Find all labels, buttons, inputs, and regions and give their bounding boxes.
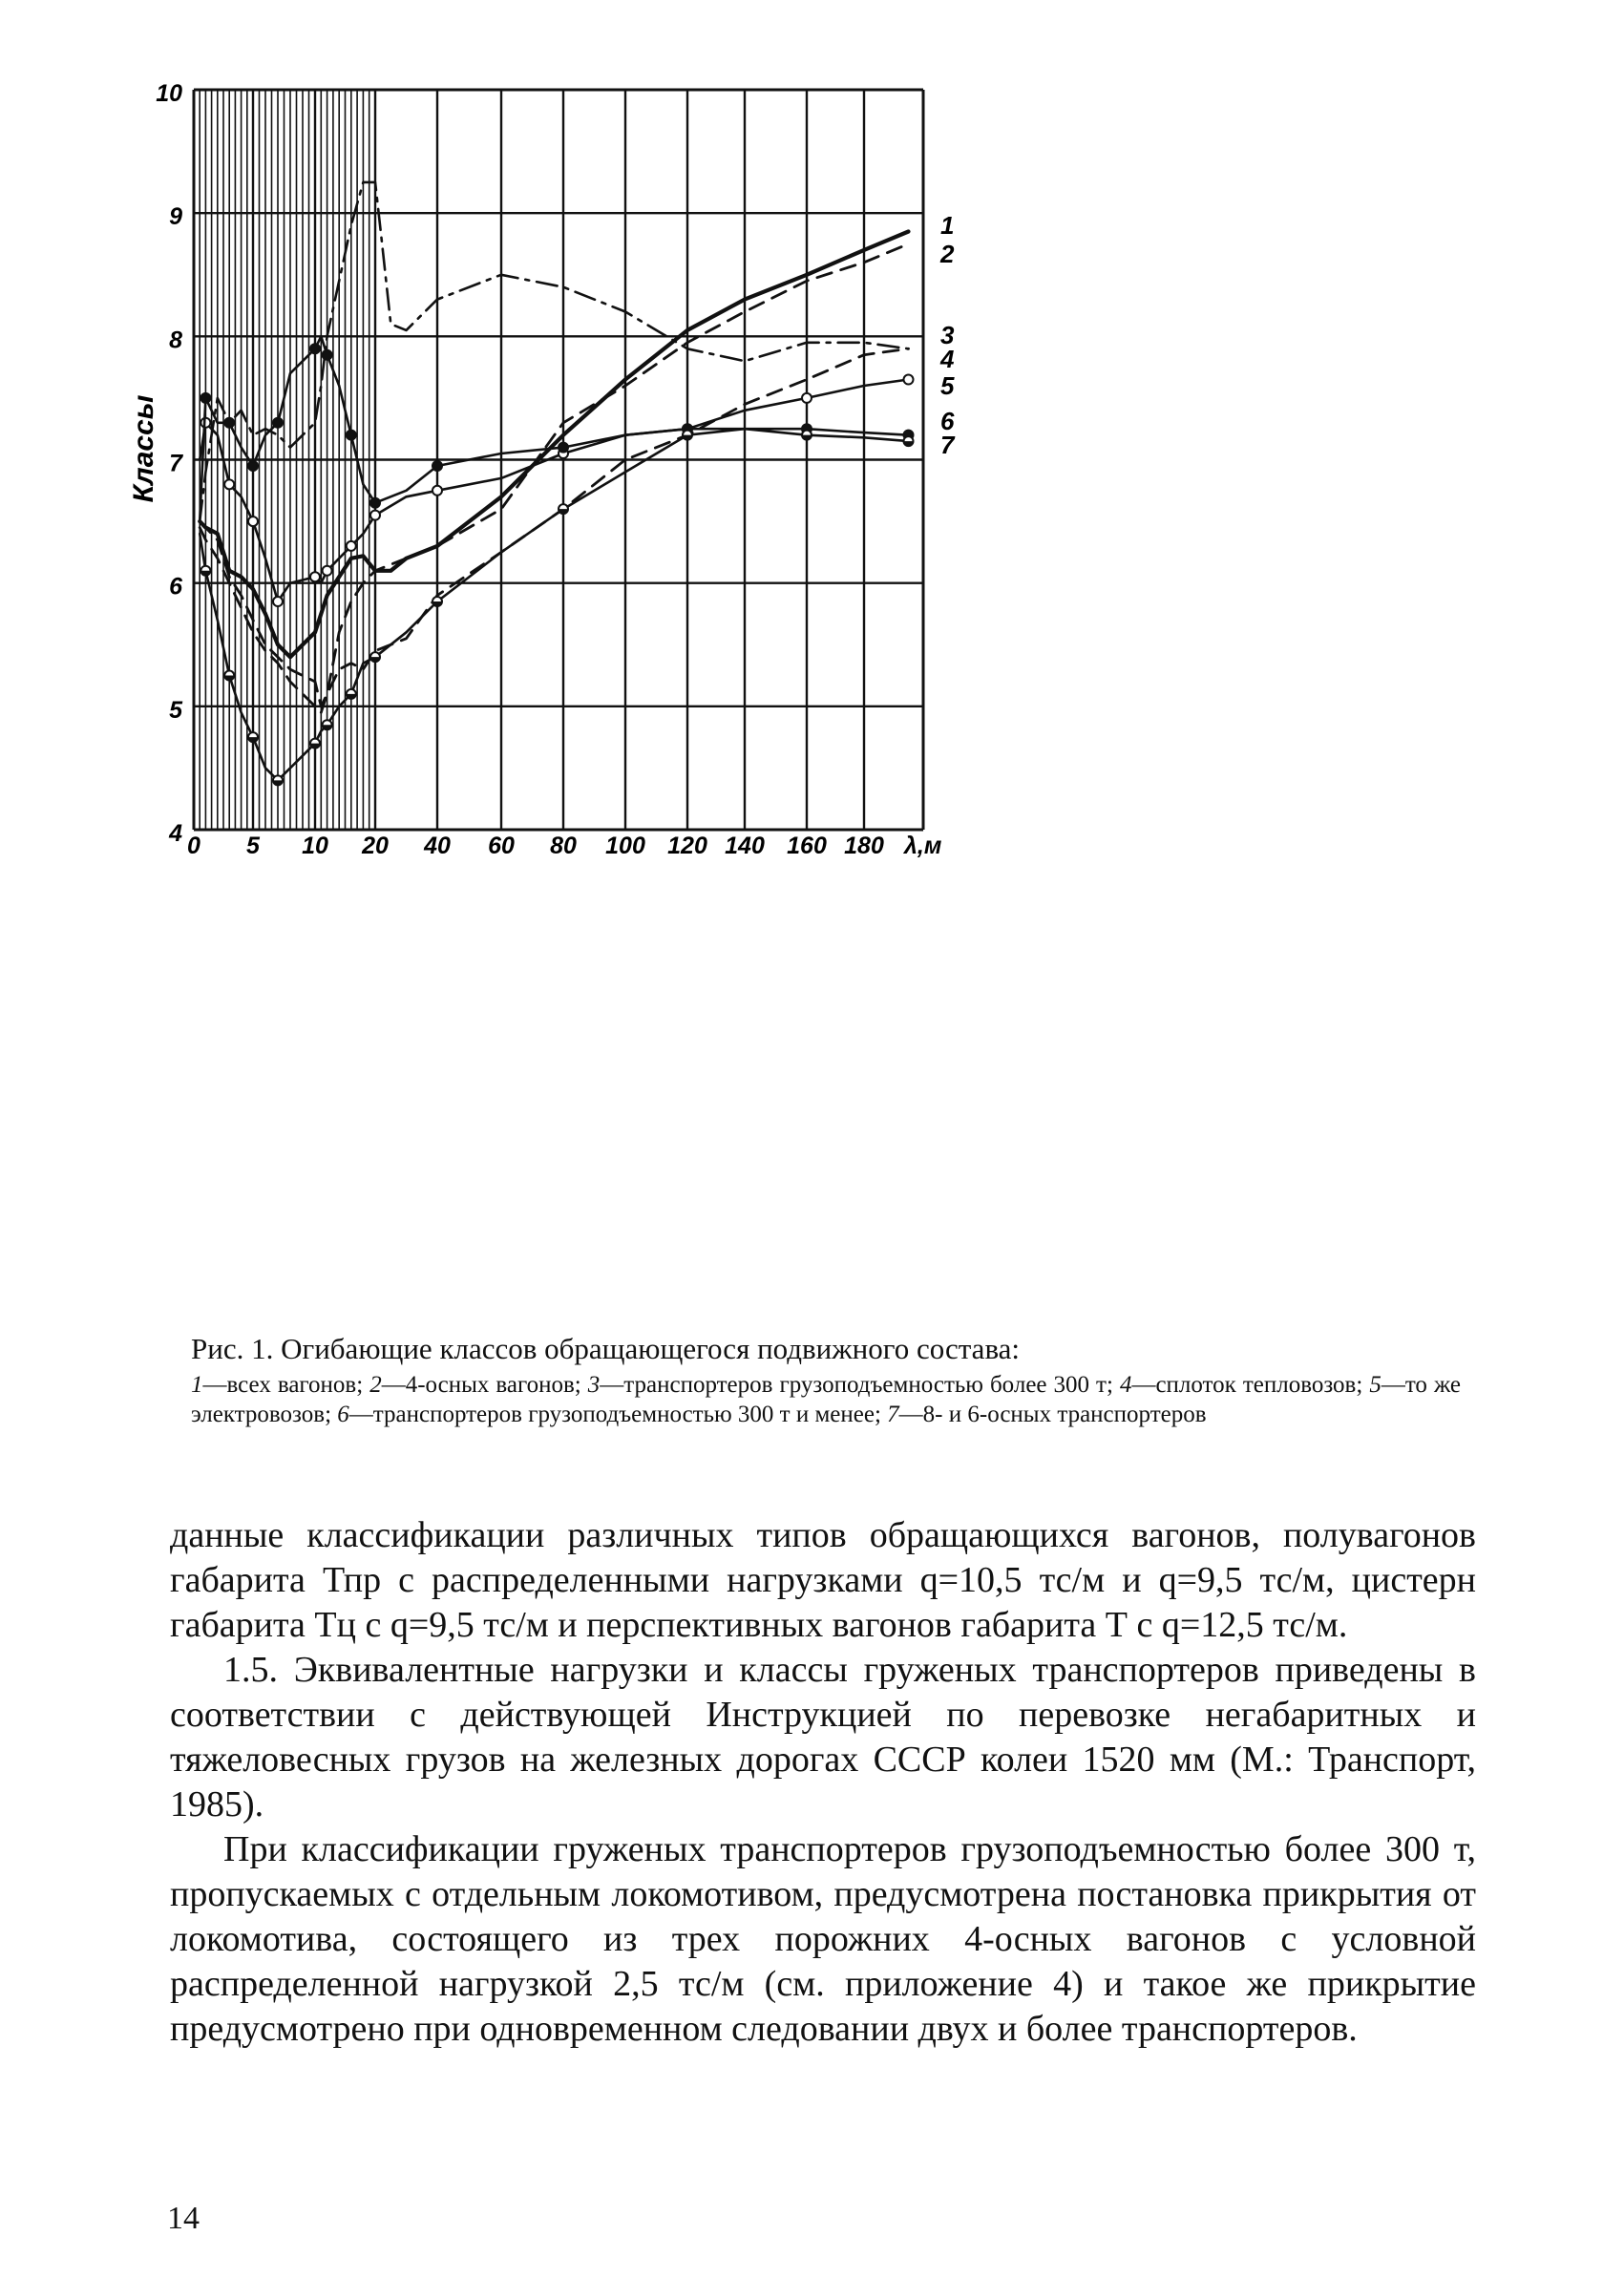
caption-legend <box>191 1370 1461 1429</box>
legend-entry-number: 5 <box>1369 1372 1381 1398</box>
x-tick-label: 60 <box>488 833 515 859</box>
series-6-point <box>200 393 210 403</box>
y-tick-label: 10 <box>156 80 182 107</box>
legend-entry-number: 7 <box>887 1402 899 1427</box>
x-tick-label: 5 <box>246 833 260 859</box>
x-tick-label: 80 <box>550 833 577 859</box>
legend-entry-number: 2 <box>369 1372 382 1398</box>
series-label-7: 7 <box>940 431 955 459</box>
x-tick-label: 10 <box>302 833 328 859</box>
legend-entry-text: —то же электровозов; <box>191 1372 1461 1427</box>
legend-entry-text: —транспортеров грузоподъемностью 300 т и менее; <box>348 1402 888 1427</box>
series-5-point <box>224 479 234 489</box>
series-6-point <box>347 431 356 440</box>
x-tick-label: 160 <box>787 833 827 859</box>
legend-entry-7 <box>887 1402 1206 1427</box>
x-axis-label: λ,м <box>904 833 942 859</box>
x-tick-label: 140 <box>725 833 765 859</box>
y-tick-label: 7 <box>169 450 182 477</box>
legend-entry-number: 1 <box>191 1372 203 1398</box>
y-tick-label: 9 <box>169 203 182 231</box>
series-6-point <box>432 461 442 471</box>
series-6-point <box>559 443 568 453</box>
y-axis-label: Классы <box>128 394 159 503</box>
y-tick-label: 4 <box>169 820 182 847</box>
series-label-5: 5 <box>940 371 955 400</box>
series-5-line <box>200 380 908 602</box>
series-7-line <box>200 429 908 780</box>
legend-entry-text: —сплоток тепловозов; <box>1131 1372 1370 1398</box>
series-6-point <box>248 461 258 471</box>
x-tick-label: 100 <box>605 833 645 859</box>
x-tick-label: 0 <box>187 833 200 859</box>
legend-entry-number: 3 <box>587 1372 601 1398</box>
series-label-6: 6 <box>940 407 955 435</box>
series-5-point <box>904 375 914 385</box>
series-6-point <box>224 418 234 428</box>
series-5-point <box>273 597 283 606</box>
series-label-1: 1 <box>940 211 955 240</box>
legend-entry-4 <box>1120 1372 1369 1398</box>
paragraph-1: данные классификации различных типов обращающихся вагонов, полувагонов габарита Тпр с распределенными нагрузками q=10,5 тс/м и q=9,5 тс/м, цистерн габарита Тц с q=9,5 тс/м и перспективных вагонов габарита Т с q=12,5 тс/м. <box>170 1515 1476 1645</box>
series-label-3: 3 <box>940 321 955 349</box>
series-1-line <box>200 232 908 658</box>
series-5-point <box>248 517 258 526</box>
series-6-point <box>370 498 380 508</box>
series-6-point <box>310 344 320 353</box>
series-5-point <box>323 566 332 576</box>
x-tick-label: 120 <box>667 833 707 859</box>
legend-entry-text: —транспортеров грузоподъемностью более 300 т; <box>600 1372 1120 1398</box>
series-4-line <box>200 348 908 712</box>
legend-entry-number: 4 <box>1119 1372 1132 1398</box>
series-label-4: 4 <box>940 345 955 373</box>
legend-entry-3 <box>588 1372 1120 1398</box>
x-tick-label: 180 <box>844 833 884 859</box>
chart-grid <box>194 90 923 830</box>
paragraph-3: При классификации груженых транспортеров грузоподъемностью более 300 т, пропускаемых с отдельным локомотивом, предусмотрена постановка прикрытия от локомотива, состоящего из трех порожних 4-осных вагонов с условной распределенной нагрузкой 2,5 тс/м (см. приложение 4) и такое же прикрытие предусмотрено при одновременном следовании двух и более транспортеров. <box>170 1829 1476 2049</box>
legend-entry-text: —всех вагонов; <box>202 1372 370 1398</box>
legend-entry-text: —4-осных вагонов; <box>381 1372 588 1398</box>
series-3-line <box>200 182 908 521</box>
series-2-line <box>200 244 908 707</box>
series-5-point <box>347 541 356 551</box>
series-5-point <box>370 511 380 520</box>
legend-entry-text: —8- и 6-осных транспортеров <box>898 1402 1207 1427</box>
x-tick-label: 40 <box>424 833 451 859</box>
legend-entry-number: 6 <box>337 1402 349 1427</box>
body-text <box>170 1513 1476 2052</box>
paragraph-2: 1.5. Эквивалентные нагрузки и классы груженых транспортеров приведены в соответствии с действующей Инструкцией по перевозке негабаритных и тяжеловесных грузов на железных дорогах СССР колеи 1520 мм (М.: Транспорт, 1985). <box>170 1650 1476 1825</box>
series-5-point <box>310 572 320 581</box>
y-tick-label: 5 <box>169 696 182 724</box>
legend-entry-6 <box>337 1402 887 1427</box>
legend-entry-1 <box>191 1372 369 1398</box>
y-tick-label: 6 <box>169 573 182 601</box>
x-tick-label: 20 <box>362 833 389 859</box>
page-number: 14 <box>167 2201 200 2236</box>
figure-caption <box>191 1332 1461 1429</box>
legend-entry-2 <box>369 1372 588 1398</box>
y-tick-label: 8 <box>169 327 182 354</box>
series-5-point <box>432 486 442 496</box>
series-6-point <box>323 350 332 360</box>
series-6-point <box>273 418 283 428</box>
series-5-point <box>802 393 812 403</box>
series-label-2: 2 <box>940 240 955 268</box>
caption-title: Рис. 1. Огибающие классов обращающегося подвижного состава: <box>191 1332 1021 1365</box>
